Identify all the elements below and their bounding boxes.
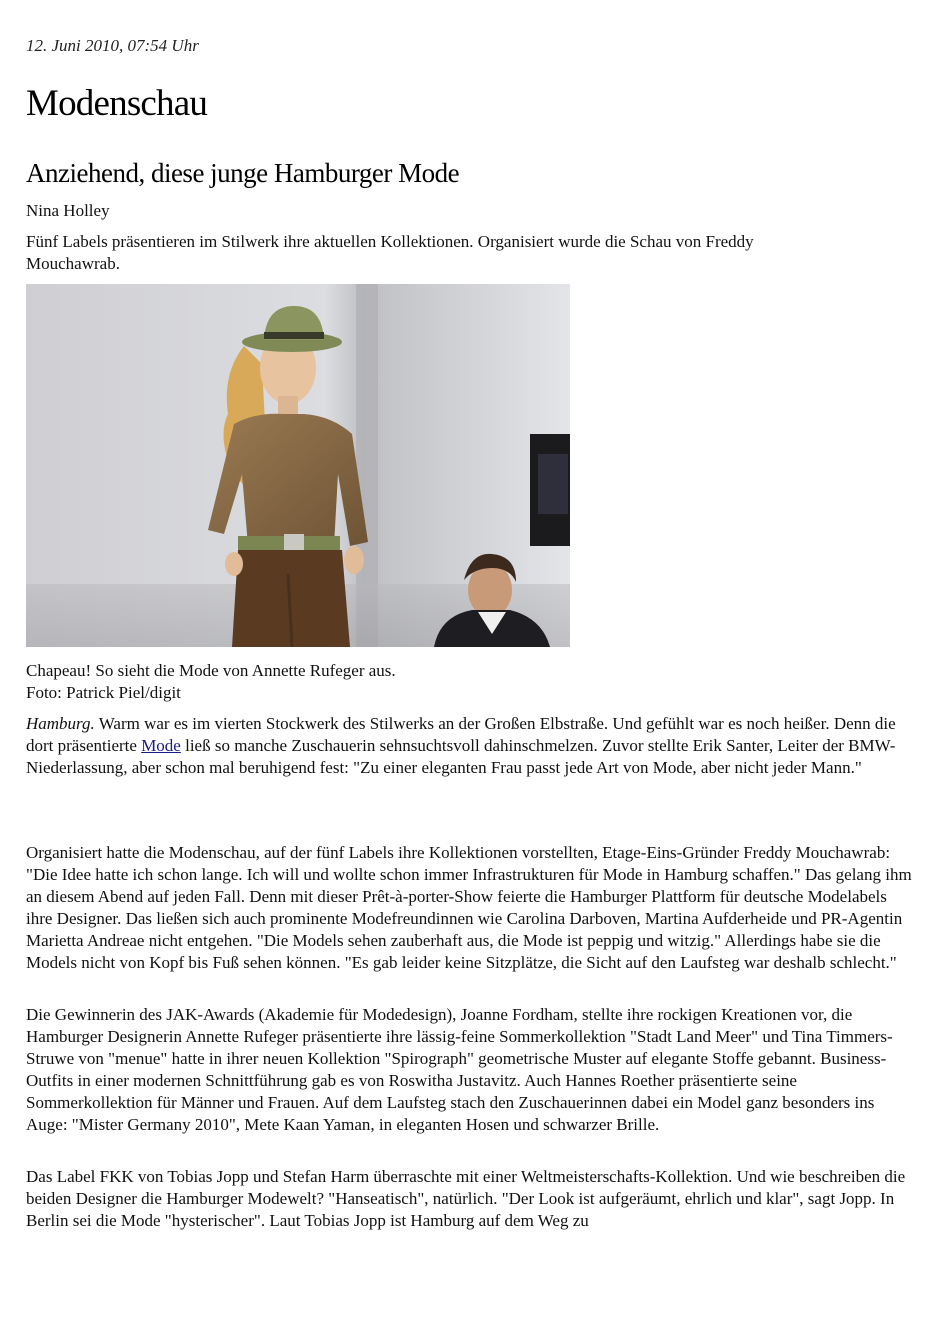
body-paragraph-3: Die Gewinnerin des JAK-Awards (Akademie für Modedesign), Joanne Fordham, stellte ihre rockigen Kreationen vor, die Hamburger Designerin Annette Rufeger präsentierte ihre lässig-feine Sommerkollektion "Stadt Land Meer" und Tina Timmers-Struwe von "menue" hatte in ihrer neuen Kollektion "Spirograph" geometrische Muster auf elegante Stoffe gebannt. Business-Outfits in einer modernen Schnittführung gab es von Roswitha Justavitz. Auch Hannes Roether präsentierte seine Sommerkollektion für Männer und Frauen. Auf dem Laufsteg stach den Zuschauerinnen dabei ein Model ganz besonders ins Auge: "Mister Germany 2010", Mete Kaan Yaman, in eleganten Hosen und schwarzer Brille. (26, 1005, 893, 1134)
paragraph-text: Warm war es im vierten Stockwerk des Stilwerks an der Großen Elbstraße. Und gefühlt war es noch heißer. Denn die dort präsentierte (26, 714, 896, 755)
article-photo (26, 284, 570, 647)
body-paragraph-2: Organisiert hatte die Modenschau, auf der fünf Labels ihre Kollektionen vorstellten, Etage-Eins-Gründer Freddy Mouchawrab: "Die Idee hatte ich schon lange. Ich will und wollte schon immer Infrastrukturen für Mode in Hamburg schaffen." Das gelang ihm an diesem Abend auf jeden Fall. Denn mit dieser Prêt-à-porter-Show feierte die Hamburger Plattform für deutsche Modelabels ihre Designer. Das ließen sich auch prominente Modefreundinnen wie Carolina Darboven, Martina Aufderheide und PR-Agentin Marietta Andreae nicht entgehen. "Die Models sehen zauberhaft aus, die Mode ist peppig und witzig." Allerdings habe sie die Models nicht von Kopf bis Fuß sehen können. "Es gab leider keine Sitzplätze, die Sicht auf den Laufsteg war deshalb schlecht." (26, 843, 912, 972)
body-paragraph-1 (26, 713, 914, 779)
photo-caption (26, 660, 396, 704)
article-headline: Anziehend, diese junge Hamburger Mode (26, 158, 460, 188)
paragraph-text: ließ so manche Zuschauerin sehnsuchtsvoll dahinschmelzen. Zuvor stellte Erik Santer, Leiter der BMW-Niederlassung, aber schon mal beruhigend fest: "Zu einer eleganten Frau passt jede Art von Mode, aber nicht jeder Mann." (26, 736, 896, 777)
caption-text: Chapeau! So sieht die Mode von Annette Rufeger aus. (26, 661, 396, 680)
place-name: Hamburg. (26, 714, 95, 733)
article-dateline: 12. Juni 2010, 07:54 Uhr (26, 36, 199, 55)
rubric-title: Modenschau (26, 83, 208, 124)
mode-link[interactable]: Mode (141, 736, 181, 755)
body-paragraph-4: Das Label FKK von Tobias Jopp und Stefan Harm überraschte mit einer Weltmeisterschafts-Kollektion. Und wie beschreiben die beiden Designer die Hamburger Modewelt? "Hanseatisch", natürlich. "Der Look ist aufgeräumt, ehrlich und klar", sagt Jopp. In Berlin sei die Mode "hysterischer". Laut Tobias Jopp ist Hamburg auf dem Weg zu (26, 1167, 906, 1230)
photo-credit: Foto: Patrick Piel/digit (26, 683, 181, 702)
article-teaser: Fünf Labels präsentieren im Stilwerk ihre aktuellen Kollektionen. Organisiert wurde die Schau von Freddy Mouchawrab. (26, 232, 754, 273)
article-author: Nina Holley (26, 201, 110, 220)
